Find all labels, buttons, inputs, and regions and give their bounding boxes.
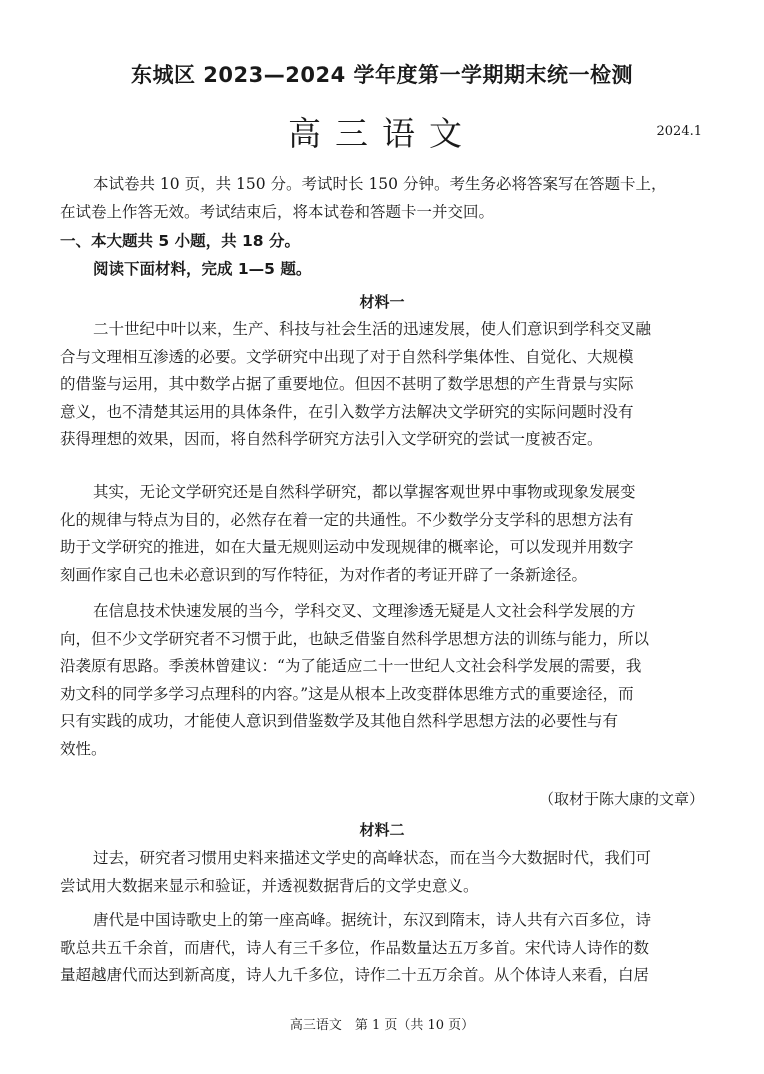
text-line: 刻画作家自己也未必意识到的写作特征，为对作者的考证开辟了一条新途径。	[60, 565, 588, 584]
text-line: 向，但不少文学研究者不习惯于此，也缺乏借鉴自然科学思想方法的训练与能力，所以	[60, 629, 650, 648]
text-line: 合与文理相互渗透的必要。文学研究中出现了对于自然科学集体性、自觉化、大规模	[60, 347, 634, 366]
text-line: 唐代是中国诗歌史上的第一座高峰。据统计，东汉到隋末，诗人共有六百多位，诗	[93, 911, 652, 929]
material2-heading: 材料二	[359, 821, 405, 839]
subject-title: 高三语文	[288, 114, 476, 153]
text-line: 沿袭原有思路。季羡林曾建议：“为了能适应二十一世纪人文社会科学发展的需要，我	[60, 657, 642, 675]
material1-paragraph-2	[60, 479, 705, 589]
text-line: 二十世纪中叶以来，生产、科技与社会生活的迅速发展，使人们意识到学科交叉融	[93, 320, 652, 338]
instructions-line: 本试卷共 10 页，共 150 分。考试时长 150 分钟。考生务必将答案写在答题卡上，	[93, 175, 667, 193]
text-line: 在信息技术快速发展的当今，学科交叉、文理渗透无疑是人文社会科学发展的方	[93, 602, 636, 620]
text-line: 意义，也不清楚其运用的具体条件，在引入数学方法解决文学研究的实际问题时没有	[60, 402, 634, 421]
text-line: 劝文科的同学多学习点理科的内容。”这是从根本上改变群体思维方式的重要途径，而	[60, 684, 634, 703]
material1-paragraph-1	[60, 316, 705, 454]
text-line: 其实，无论文学研究还是自然科学研究，都以掌握客观世界中事物或现象发展变	[93, 483, 636, 501]
text-line: 过去，研究者习惯用史料来描述文学史的高峰状态，而在当今大数据时代，我们可	[93, 849, 652, 867]
text-line: 歌总共五千余首，而唐代，诗人有三千多位，作品数量达五万多首。宋代诗人诗作的数	[60, 938, 650, 957]
text-line: 获得理想的效果，因而，将自然科学研究方法引入文学研究的尝试一度被否定。	[60, 430, 603, 448]
instructions	[60, 171, 705, 226]
instructions-line: 在试卷上作答无效。考试结束后，将本试卷和答题卡一并交回。	[60, 202, 495, 221]
section-prompt: 阅读下面材料，完成 1—5 题。	[93, 260, 312, 278]
section-title: 一、本大题共 5 小题，共 18 分。	[60, 232, 300, 250]
text-line: 尝试用大数据来显示和验证，并透视数据背后的文学史意义。	[60, 876, 479, 895]
text-line: 效性。	[60, 739, 107, 758]
material1-paragraph-3	[60, 598, 705, 763]
material1-source: （取材于陈大康的文章）	[538, 790, 704, 808]
material2-paragraph-1	[60, 845, 705, 900]
text-line: 只有实践的成功，才能使人意识到借鉴数学及其他自然科学思想方法的必要性与有	[60, 712, 619, 730]
material1-heading: 材料一	[359, 293, 405, 311]
page-footer: 高三语文 第 1 页（共 10 页）	[289, 1018, 475, 1033]
material2-paragraph-2	[60, 907, 705, 990]
text-line: 量超越唐代而达到新高度，诗人九千多位，诗作二十五万余首。从个体诗人来看，白居	[60, 966, 650, 984]
text-line: 的借鉴与运用，其中数学占据了重要地位。但因不甚明了数学思想的产生背景与实际	[60, 375, 634, 393]
text-line: 化的规律与特点为目的，必然存在着一定的共通性。不少数学分支学科的思想方法有	[60, 510, 634, 529]
exam-title: 东城区 2023—2024 学年度第一学期期末统一检测	[130, 63, 633, 87]
exam-date: 2024.1	[656, 124, 702, 139]
text-line: 助于文学研究的推进，如在大量无规则运动中发现规律的概率论，可以发现并用数字	[60, 538, 634, 556]
